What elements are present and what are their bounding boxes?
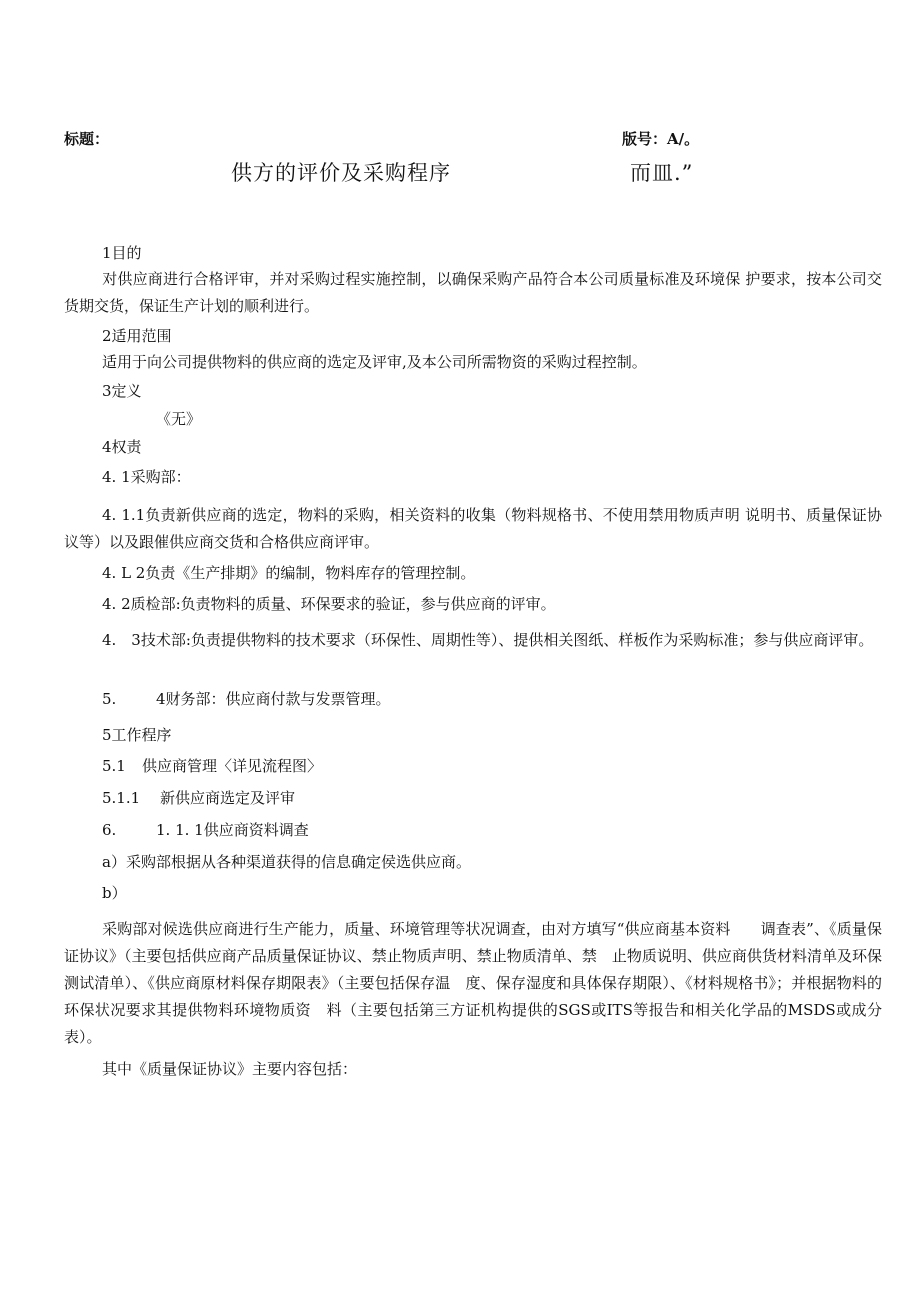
section-5-1-text: 供应商管理〈详见流程图〉 — [142, 757, 323, 775]
section-3-heading: 3定义 — [102, 382, 142, 400]
section-6-text: 1. 1. 1供应商资料调查 — [156, 821, 309, 839]
section-4-1-1: 4. 1.1负责新供应商的选定，物料的采购，相关资料的收集（物料规格书、不使用禁用物质声明 说明书、质量保证协议等）以及跟催供应商交货和合格供应商评审。 — [64, 506, 882, 551]
section-4-4-number: 5. — [102, 690, 117, 708]
body-paragraph: 采购部对候选供应商进行生产能力，质量、环境管理等状况调查，由对方填写“供应商基本资料 调查表”、《质量保证协议》（主要包括供应商产品质量保证协议、禁止物质声明、禁止物质清单、禁 止物质说明、供应商供货材料清单及环保测试清单）、《供应商原材料保存期限表》（主要包括保存温 度、保存湿度和具体保存期限）、《材料规格书》；并根据物料的环保状况要求其提供物料环境物质资 料（主要包括第三方证机构提供的SGS或ITS等报告和相关化学品的MSDS或成分表）。 — [64, 920, 882, 1046]
section-1-heading: 1目的 — [102, 244, 142, 262]
title-label: 标题： — [64, 130, 110, 148]
section-5-1-1-text: 新供应商选定及评审 — [160, 789, 296, 807]
version-value: 而皿.” — [630, 161, 694, 185]
section-5-1-number: 5.1 — [102, 757, 126, 775]
list-item-b: b） — [102, 884, 127, 902]
section-4-4-text: 4财务部：供应商付款与发票管理。 — [156, 690, 391, 708]
section-3-text: 《无》 — [156, 410, 202, 428]
section-4-1-2: 4. L 2负责《生产排期》的编制，物料库存的管理控制。 — [102, 564, 476, 582]
section-4-heading: 4权责 — [102, 438, 142, 456]
final-line: 其中《质量保证协议》主要内容包括： — [102, 1060, 358, 1078]
section-4-1: 4. 1采购部： — [102, 468, 191, 486]
section-4-2: 4. 2质检部:负责物料的质量、环保要求的验证，参与供应商的评审。 — [102, 595, 556, 613]
section-4-3: 4. 3技术部:负责提供物料的技术要求（环保性、周期性等）、提供相关图纸、样板作为采购标准；参与供应商评审。 — [102, 631, 874, 649]
section-6-number: 6. — [102, 821, 117, 839]
version-label: 版号：A/。 — [622, 130, 700, 148]
section-2-text: 适用于向公司提供物料的供应商的选定及评审,及本公司所需物资的采购过程控制。 — [102, 353, 647, 371]
section-2-heading: 2适用范围 — [102, 327, 172, 345]
document-title: 供方的评价及采购程序 — [231, 161, 451, 185]
section-1-text: 对供应商进行合格评审，并对采购过程实施控制，以确保采购产品符合本公司质量标准及环境保 护要求，按本公司交货期交货，保证生产计划的顺利进行。 — [64, 270, 882, 315]
section-5-1-1-number: 5.1.1 — [102, 789, 141, 807]
list-item-a: a）采购部根据从各种渠道获得的信息确定侯选供应商。 — [102, 853, 471, 871]
section-5-heading: 5工作程序 — [102, 726, 172, 744]
